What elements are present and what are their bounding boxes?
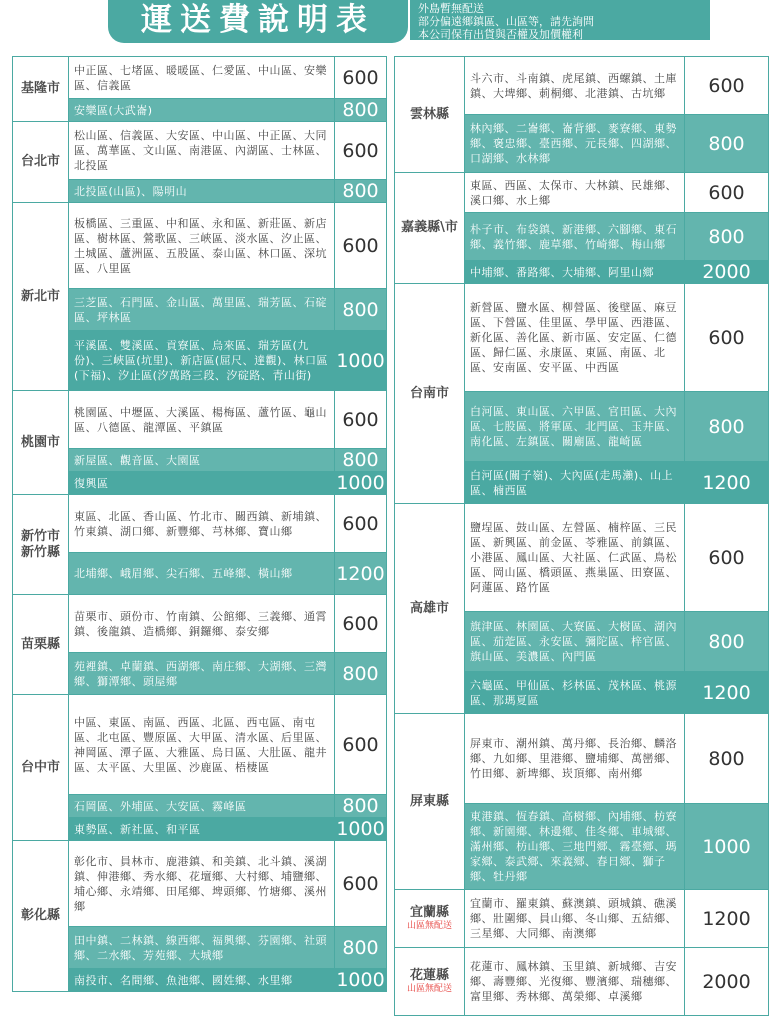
city-cell (395, 890, 465, 948)
city-name: 台中市 (20, 759, 60, 775)
price-cell: 600 (685, 284, 769, 392)
left-rate-table (12, 56, 387, 992)
areas-cell: 中埔鄉、番路鄉、大埔鄉、阿里山鄉 (465, 261, 685, 284)
zone-row (13, 122, 387, 180)
no-delivery-note: 山區無配送 (406, 984, 452, 994)
areas-cell: 中區、東區、南區、西區、北區、西屯區、南屯區、北屯區、豐原區、大甲區、清水區、后里區、神岡區、潭子區、大雅區、烏日區、大肚區、龍井區、太平區、大里區、沙鹿區、梧棲區 (69, 695, 335, 795)
areas-cell: 東勢區、新社區、和平區 (69, 818, 335, 841)
price-cell: 2000 (685, 261, 769, 284)
areas-cell: 六龜區、甲仙區、杉林區、茂林區、桃源區、那瑪夏區 (465, 672, 685, 714)
areas-cell: 桃園區、中壢區、大溪區、楊梅區、蘆竹區、龜山區、八德區、龍潭區、平鎮區 (69, 391, 335, 449)
areas-cell: 斗六市、斗南鎮、虎尾鎮、西螺鎮、土庫鎮、大埤鄉、莿桐鄉、北港鎮、古坑鄉 (465, 57, 685, 115)
areas-cell: 北埔鄉、峨眉鄉、尖石鄉、五峰鄉、橫山鄉 (69, 553, 335, 595)
city-name: 新竹縣 (20, 544, 60, 560)
price-cell: 600 (335, 122, 387, 180)
zone-row (13, 331, 387, 391)
areas-cell: 板橋區、三重區、中和區、永和區、新莊區、新店區、樹林區、鶯歌區、三峽區、淡水區、汐止區、土城區、蘆洲區、五股區、泰山區、林口區、深坑區、八里區 (69, 203, 335, 289)
city-name: 宜蘭縣 (409, 905, 449, 920)
city-name: 彰化縣 (20, 908, 60, 923)
city-cell (13, 122, 69, 203)
zone-row (13, 927, 387, 969)
city-name: 屏東縣 (409, 793, 449, 809)
zone-row (13, 391, 387, 449)
no-delivery-note: 山區無配送 (406, 921, 452, 931)
price-cell: 600 (335, 203, 387, 289)
city-cell (13, 841, 69, 992)
city-name: 台南市 (409, 385, 449, 401)
zone-row (13, 595, 387, 653)
price-cell: 1000 (335, 331, 387, 391)
price-cell: 1000 (336, 472, 385, 494)
price-cell: 600 (335, 841, 387, 927)
city-cell (13, 695, 69, 841)
city-name: 高雄市 (409, 600, 449, 616)
price-cell: 800 (685, 392, 769, 462)
city-cell (395, 948, 465, 1016)
price-cell: 800 (685, 213, 769, 261)
zone-row (395, 284, 769, 392)
price-cell: 600 (335, 495, 387, 553)
header-note: 部分偏遠鄉鎮區、山區等，請先詢問 (418, 15, 594, 28)
zone-row (13, 653, 387, 695)
price-cell: 1000 (336, 818, 385, 840)
zone-row (395, 948, 769, 1016)
price-cell: 800 (335, 795, 387, 818)
areas-cell: 安樂區(大武崙) (69, 99, 335, 122)
price-cell: 600 (335, 391, 387, 449)
areas-cell: 朴子市、布袋鎮、新港鄉、六腳鄉、東石鄉、義竹鄉、鹿草鄉、竹崎鄉、梅山鄉 (465, 213, 685, 261)
header-notes (410, 0, 710, 40)
areas-cell: 苑裡鎮、卓蘭鎮、西湖鄉、南庄鄉、大湖鄉、三灣鄉、獅潭鄉、頭屋鄉 (69, 653, 335, 695)
areas-cell: 彰化市、員林市、鹿港鎮、和美鎮、北斗鎮、溪湖鎮、伸港鄉、秀水鄉、花壇鄉、大村鄉、埔鹽鄉、埔心鄉、永靖鄉、田尾鄉、埤頭鄉、竹塘鄉、溪州鄉 (69, 841, 335, 927)
areas-cell: 宜蘭市、羅東鎮、蘇澳鎮、頭城鎮、礁溪鄉、壯圍鄉、員山鄉、冬山鄉、五結鄉、三星鄉、大同鄉、南澳鄉 (465, 890, 685, 948)
areas-cell: 白河區(關子嶺)、大內區(走馬瀨)、山上區、楠西區 (465, 462, 685, 504)
city-cell (395, 173, 465, 284)
price-cell: 600 (335, 595, 387, 653)
zone-row (13, 57, 387, 99)
city-name: 苗栗縣 (20, 636, 60, 652)
areas-cell: 田中鎮、二林鎮、線西鄉、福興鄉、芬園鄉、社頭鄉、二水鄉、芳苑鄉、大城鄉 (69, 927, 335, 969)
areas-cell: 南投市、名間鄉、魚池鄉、國姓鄉、水里鄉 (69, 969, 335, 992)
price-cell: 800 (685, 612, 769, 672)
page-header (0, 0, 780, 46)
areas-cell: 白河區、東山區、六甲區、官田區、大內區、七股區、將軍區、北門區、玉井區、南化區、左鎮區、關廟區、龍崎區 (465, 392, 685, 462)
price-cell: 1200 (685, 890, 769, 948)
zone-row (13, 841, 387, 927)
zone-row (395, 57, 769, 115)
price-cell: 600 (335, 695, 387, 795)
city-name: 基隆市 (20, 81, 60, 96)
areas-cell: 松山區、信義區、大安區、中山區、中正區、大同區、萬華區、文山區、南港區、內湖區、士林區、北投區 (69, 122, 335, 180)
page-title: 運送費說明表 (108, 0, 408, 43)
city-cell (395, 57, 465, 173)
areas-cell: 石岡區、外埔區、大安區、霧峰區 (69, 795, 335, 818)
zone-row (13, 203, 387, 289)
right-rate-table (394, 56, 769, 1016)
price-cell: 600 (685, 57, 769, 115)
city-cell (395, 504, 465, 714)
areas-cell: 林內鄉、二崙鄉、崙背鄉、麥寮鄉、東勢鄉、褒忠鄉、臺西鄉、元長鄉、四湖鄉、口湖鄉、水林鄉 (465, 115, 685, 173)
price-cell: 800 (335, 180, 387, 203)
header-note: 本公司保有出貨與否權及加價權利 (418, 28, 583, 41)
zone-row (13, 818, 387, 841)
areas-cell: 三芝區、石門區、金山區、萬里區、瑞芳區、石碇區、坪林區 (69, 289, 335, 331)
zone-row (395, 504, 769, 612)
city-name: 嘉義縣\市 (401, 220, 458, 235)
city-name: 桃園市 (20, 434, 60, 450)
price-cell: 1200 (685, 672, 769, 714)
areas-cell: 復興區 (69, 472, 335, 495)
areas-cell: 東港鎮、恆春鎮、高樹鄉、內埔鄉、枋寮鄉、新園鄉、林邊鄉、佳冬鄉、車城鄉、滿州鄉、枋山鄉、三地門鄉、霧臺鄉、瑪家鄉、泰武鄉、來義鄉、春日鄉、獅子鄉、牡丹鄉 (465, 804, 685, 890)
city-cell (395, 284, 465, 504)
areas-cell: 新屋區、觀音區、大園區 (69, 449, 335, 472)
areas-cell: 苗栗市、頭份市、竹南鎮、公館鄉、三義鄉、通霄鎮、後龍鎮、造橋鄉、銅鑼鄉、泰安鄉 (69, 595, 335, 653)
areas-cell: 花蓮市、鳳林鎮、玉里鎮、新城鄉、吉安鄉、壽豐鄉、光復鄉、豐濱鄉、瑞穗鄉、富里鄉、秀林鄉、萬榮鄉、卓溪鄉 (465, 948, 685, 1016)
city-cell (13, 203, 69, 391)
city-cell (395, 714, 465, 890)
areas-cell: 北投區(山區)、陽明山 (69, 180, 335, 203)
city-name: 雲林縣 (409, 106, 449, 122)
city-cell (13, 495, 69, 595)
price-cell: 2000 (685, 948, 769, 1016)
zone-row (13, 472, 387, 495)
city-name: 新竹市 (20, 528, 60, 544)
areas-cell: 中正區、七堵區、暖暖區、仁愛區、中山區、安樂區、信義區 (69, 57, 335, 99)
zone-row (13, 553, 387, 595)
zone-row (13, 969, 387, 992)
zone-row (13, 99, 387, 122)
zone-row (395, 714, 769, 804)
city-cell (13, 57, 69, 122)
price-cell: 800 (335, 289, 387, 331)
zone-row (13, 449, 387, 472)
city-cell (13, 391, 69, 495)
city-name: 台北市 (20, 154, 60, 169)
city-name: 花蓮縣 (409, 968, 449, 983)
zone-row (13, 795, 387, 818)
price-cell: 1000 (685, 804, 769, 890)
zone-row (395, 173, 769, 213)
city-cell (13, 595, 69, 695)
zone-row (13, 695, 387, 795)
price-cell: 600 (685, 173, 769, 213)
price-cell: 1200 (335, 553, 387, 595)
areas-cell: 鹽埕區、鼓山區、左營區、楠梓區、三民區、新興區、前金區、苓雅區、前鎮區、小港區、鳳山區、大社區、仁武區、鳥松區、岡山區、橋頭區、燕巢區、田寮區、阿蓮區、路竹區 (465, 504, 685, 612)
price-cell: 800 (335, 99, 387, 122)
zone-row (13, 180, 387, 203)
zone-row (395, 890, 769, 948)
price-cell: 800 (685, 714, 769, 804)
price-cell: 800 (335, 449, 387, 472)
price-cell: 1200 (685, 462, 769, 504)
areas-cell: 平溪區、雙溪區、貢寮區、烏來區、瑞芳區(九份)、三峽區(坑里)、新店區(屈尺、達觀)、林口區(下福)、汐止區(汐萬路三段、汐碇路、青山街) (69, 331, 335, 391)
areas-cell: 旗津區、林園區、大寮區、大樹區、湖內區、茄萣區、永安區、彌陀區、梓官區、旗山區、美濃區、內門區 (465, 612, 685, 672)
areas-cell: 屏東市、潮州鎮、萬丹鄉、長治鄉、麟洛鄉、九如鄉、里港鄉、鹽埔鄉、萬巒鄉、竹田鄉、新埤鄉、崁頂鄉、南州鄉 (465, 714, 685, 804)
price-cell: 600 (335, 57, 387, 99)
price-cell: 600 (685, 504, 769, 612)
city-name: 新北市 (20, 288, 60, 304)
price-cell: 800 (335, 927, 387, 969)
price-cell: 800 (335, 653, 387, 695)
areas-cell: 東區、北區、香山區、竹北市、關西鎮、新埔鎮、竹東鎮、湖口鄉、新豐鄉、芎林鄉、寶山鄉 (69, 495, 335, 553)
header-note: 外島暫無配送 (418, 2, 484, 15)
price-cell: 1000 (336, 969, 385, 991)
areas-cell: 新營區、鹽水區、柳營區、後壁區、麻豆區、下營區、佳里區、學甲區、西港區、新化區、善化區、新市區、安定區、仁德區、歸仁區、永康區、東區、南區、北區、安南區、安平區、中西區 (465, 284, 685, 392)
zone-row (13, 495, 387, 553)
areas-cell: 東區、西區、太保市、大林鎮、民雄鄉、溪口鄉、水上鄉 (465, 173, 685, 213)
price-cell: 800 (685, 115, 769, 173)
zone-row (13, 289, 387, 331)
